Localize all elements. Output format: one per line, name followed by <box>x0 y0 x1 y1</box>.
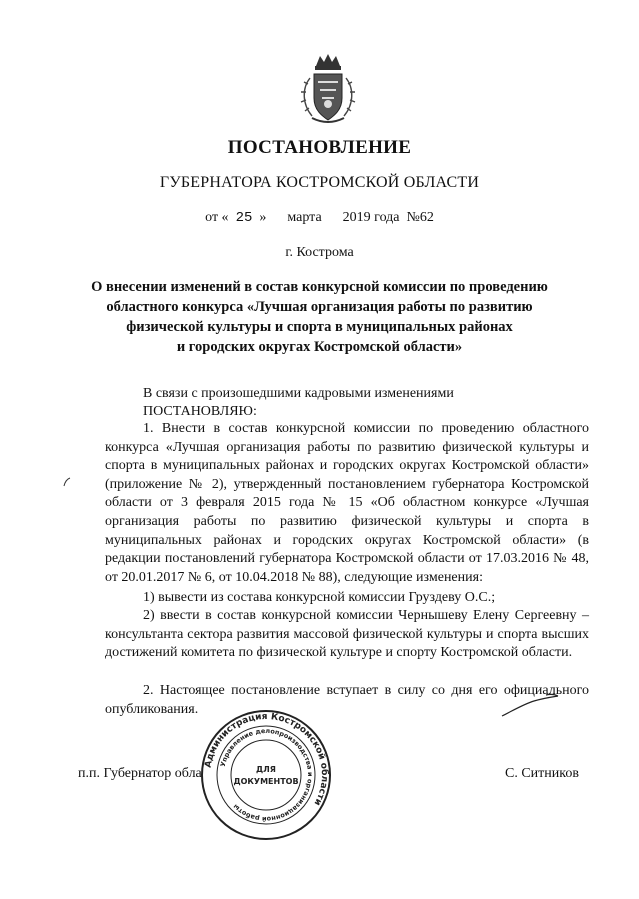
heading-line: областного конкурса «Лучшая организация работы по развитию <box>106 299 533 315</box>
svg-text:Управление делопроизводства и <box>219 727 314 823</box>
document-subtitle: ГУБЕРНАТОРА КОСТРОМСКОЙ ОБЛАСТИ <box>159 174 480 191</box>
coat-of-arms-icon <box>298 52 358 128</box>
date-close: » <box>259 210 267 225</box>
date-line <box>0 210 639 226</box>
stamp-inner-text: Управление делопроизводства и организационной работы <box>218 726 315 824</box>
signature-icon <box>500 692 562 720</box>
paragraph-2: 2. Настоящее постановление вступает в силу со дня его официального опубликования. <box>105 683 589 717</box>
subitem-1: 1) вывести из состава конкурсной комиссии Груздеву О.С.; <box>143 590 496 605</box>
official-stamp <box>197 710 335 840</box>
preamble: В связи с произошедшими кадровыми изменениями <box>143 386 454 401</box>
heading-line: О внесении изменений в состав конкурсной комиссии по проведению <box>91 279 548 295</box>
date-day: 25 <box>235 210 253 226</box>
signatory-title: п.п. Губернатор обла <box>78 766 202 781</box>
paragraph-1: 1. Внести в состав конкурсной комиссии по проведению областного конкурса «Лучшая организация работы по развитию физической культуры и спорта в муниципальных районах и городских округах Костромской области» (приложение № 2), утвержденный постановлением губернатора Костромской области от 3 февраля 2015 года № 15 «Об областном конкурсе «Лучшая организация работы по развитию физической культуры и спорта в муниципальных районах и городских округах Костромской области» (в редакции постановлений губернатора Костромской области от 17.03.2016 № 48, от 20.01.2017 № 6, от 10.04.2018 № 88), следующие изменения: <box>105 421 589 585</box>
document-title: ПОСТАНОВЛЕНИЕ <box>227 137 412 158</box>
signatory-name: С. Ситников <box>505 766 579 781</box>
document-number: №62 <box>406 210 434 225</box>
stamp-outer-text: Администрация Костромской области <box>203 711 330 807</box>
date-prefix: от « <box>205 210 229 225</box>
stamp-center-line-1: ДЛЯ <box>256 765 276 774</box>
margin-mark-icon <box>62 476 72 488</box>
document-heading <box>0 277 639 357</box>
subitem-2: 2) ввести в состав конкурсной комиссии Чернышеву Елену Сергеевну – консультанта сектора развития массовой физической культуры и спорта высших достижений комитета по физической культуре и спорту Костромской области. <box>105 608 589 661</box>
decree-word: ПОСТАНОВЛЯЮ: <box>143 404 257 419</box>
date-year: 2019 <box>342 210 371 225</box>
date-year-word: года <box>374 210 400 225</box>
heading-line: физической культуры и спорта в муниципальных районах <box>126 319 513 335</box>
heading-line: и городских округах Костромской области» <box>176 339 463 355</box>
stamp-center-line-2: ДОКУМЕНТОВ <box>233 777 299 786</box>
city: г. Кострома <box>285 245 354 260</box>
date-month: марта <box>287 210 322 225</box>
